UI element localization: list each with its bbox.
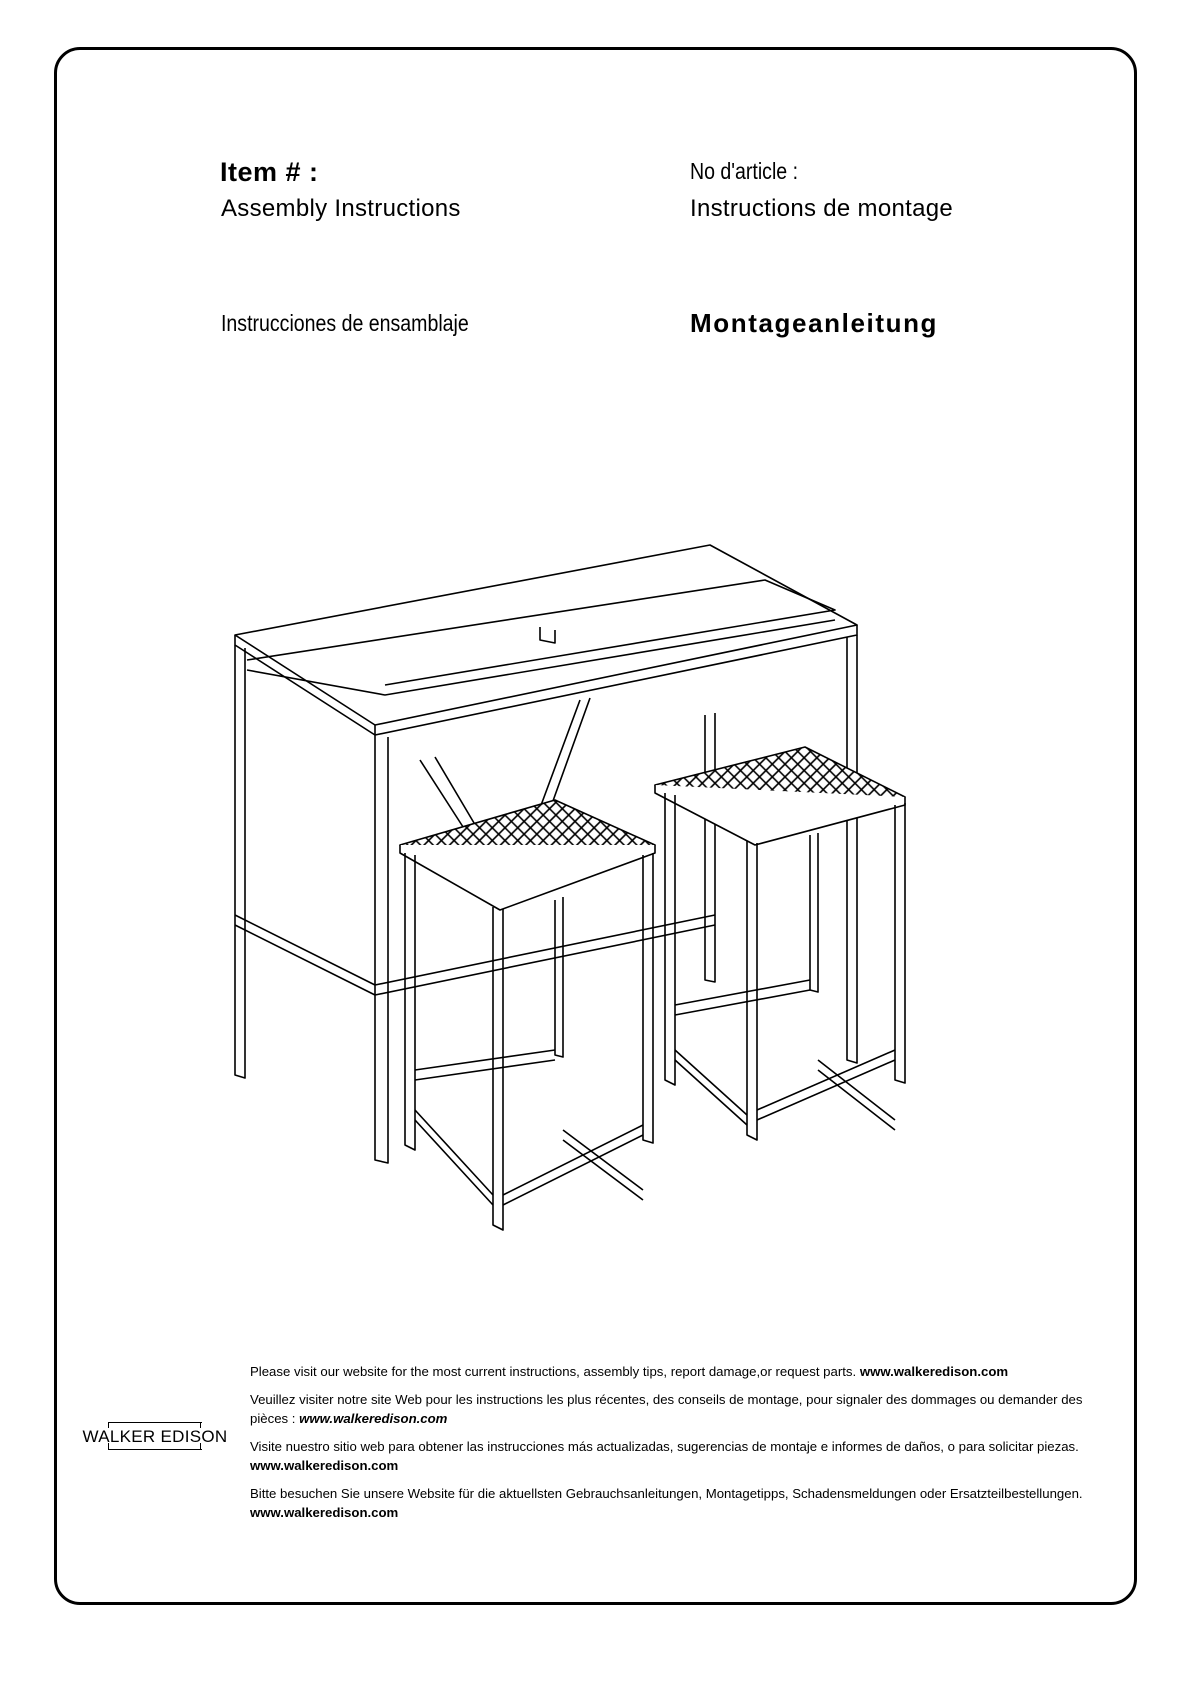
walker-edison-logo xyxy=(82,1419,228,1455)
footer-spanish xyxy=(250,1437,1108,1475)
footer-german xyxy=(250,1484,1108,1522)
item-number-label: Item # : xyxy=(220,157,319,187)
logo-top-rule xyxy=(108,1422,202,1423)
logo-tick xyxy=(200,1443,201,1449)
footer-spanish-text: Visite nuestro sitio web para obtener las instrucciones más actualizadas, sugerencias de montaje e informes de daños, o para solicitar piezas. xyxy=(250,1439,1079,1454)
bar-table-with-two-stools-icon xyxy=(225,535,1005,1250)
assembly-instructions-en: Assembly Instructions xyxy=(221,195,461,222)
logo-tick xyxy=(108,1443,109,1449)
footer-german-text: Bitte besuchen Sie unsere Website für die aktuellsten Gebrauchsanleitungen, Montagetipps, Schadensmeldungen oder Ersatzteilbestellungen. xyxy=(250,1486,1083,1501)
assembly-instructions-fr: Instructions de montage xyxy=(690,195,954,222)
footer-german-url[interactable]: www.walkeredison.com xyxy=(250,1505,399,1520)
footer-english xyxy=(250,1362,1108,1381)
footer-french-url[interactable]: www.walkeredison.com xyxy=(299,1411,448,1426)
footer-french-text: Veuillez visiter notre site Web pour les instructions les plus récentes, des conseils de montage, pour signaler des dommages ou demander des pièces : xyxy=(250,1392,1083,1426)
footer-notice xyxy=(250,1362,1108,1531)
logo-bottom-rule xyxy=(108,1449,202,1450)
footer-french xyxy=(250,1390,1108,1428)
assembly-instructions-es: Instrucciones de ensamblaje xyxy=(221,310,469,336)
footer-english-url[interactable]: www.walkeredison.com xyxy=(859,1364,1009,1379)
assembly-instructions-de: Montageanleitung xyxy=(690,308,939,338)
no-article-label: No d'article : xyxy=(690,158,799,184)
footer-english-text: Please visit our website for the most current instructions, assembly tips, report damage,or request parts. xyxy=(250,1364,857,1379)
logo-text: WALKER EDISON xyxy=(82,1427,228,1446)
footer-spanish-url[interactable]: www.walkeredison.com xyxy=(250,1458,399,1473)
